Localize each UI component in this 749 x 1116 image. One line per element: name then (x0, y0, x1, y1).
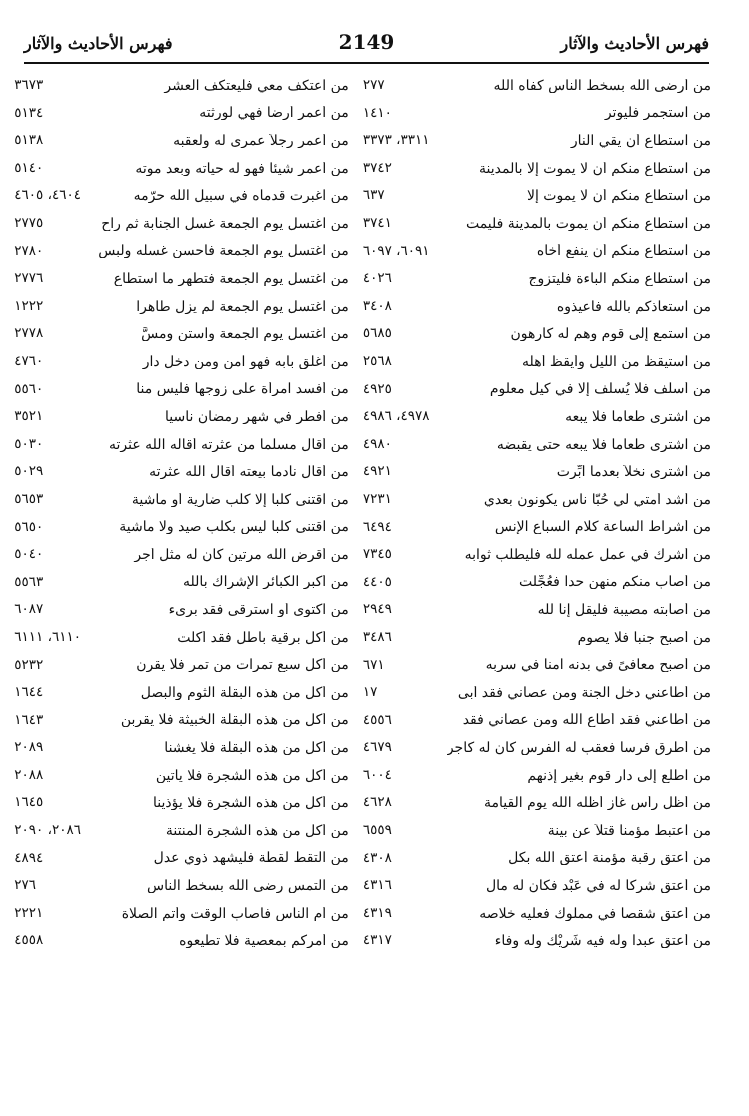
index-entry (14, 569, 349, 597)
hadith-number: ٥١٣٤ (14, 104, 44, 121)
index-entry (14, 651, 349, 679)
hadith-text: من اشترى طعاماً فلا يبعه حتى يقبضه (496, 437, 711, 452)
hadith-number: ١٢٢٢ (14, 297, 44, 314)
index-entry (363, 679, 711, 707)
hadith-text: من أفطر في شهر رمضان ناسياً (165, 409, 349, 424)
index-entry (363, 651, 711, 679)
hadith-text: من أطاعني فقد أطاع الله ومن عصاني فقد (462, 713, 711, 728)
hadith-number: ٤٥٥٨ (14, 932, 44, 949)
hadith-text: من اشترى نخلاً بعدما أُبِّرت (556, 465, 711, 480)
hadith-number: ٣٣١١، ٣٣٧٣ (362, 132, 430, 149)
index-entry (14, 458, 349, 486)
index-entry (14, 514, 349, 542)
hadith-text: من أظل رأس غاز أظله الله يوم القيامة (483, 796, 711, 811)
hadith-number: ٤٤٠٥ (362, 573, 392, 590)
hadith-text: من أصابته مصيبة فليقل إنا لله (537, 603, 711, 618)
hadith-text: من اغتسل يوم الجمعة فأحسن غسله ولبس (98, 244, 349, 259)
index-entry (363, 210, 711, 238)
hadith-number: ٧٢٣١ (362, 490, 392, 507)
index-entry (14, 210, 349, 238)
index-entry (14, 127, 349, 155)
hadith-number: ٧٣٤٥ (362, 546, 392, 563)
hadith-text: من التمس رضى الله بسخط الناس (147, 879, 349, 894)
index-entry (14, 320, 349, 348)
index-entry (363, 238, 711, 266)
index-entry (14, 900, 349, 928)
index-entry (363, 100, 711, 128)
index-entry (14, 376, 349, 404)
index-entry (363, 872, 711, 900)
hadith-number: ٢٧٧٨ (14, 325, 44, 342)
index-entry (14, 100, 349, 128)
hadith-text: من أم الناس فأصاب الوقت وأتم الصلاة (121, 906, 349, 921)
index-entry (363, 569, 711, 597)
index-entry (363, 762, 711, 790)
index-entry (363, 845, 711, 873)
hadith-text: من أشد أمتي لي حُبّاً ناس يكونون بعدي (483, 492, 711, 507)
hadith-number: ٦١١٠، ٦١١١ (14, 628, 81, 645)
index-entry (14, 596, 349, 624)
index-entry (363, 403, 711, 431)
running-title-left: فهرس الأحاديث والآثار (24, 34, 173, 53)
hadith-text: من أقال نادماً بيعته أقال الله عثرته (149, 465, 349, 480)
hadith-text: من اعتكف معي فليعتكف العشر (164, 78, 349, 93)
index-entry (363, 431, 711, 459)
index-entry (363, 127, 711, 155)
hadith-number: ٢٢٢١ (14, 904, 44, 921)
hadith-text: من استطاع منكم أن يموت بالمدينة فليمت (465, 216, 711, 231)
hadith-text: من أشرك في عمل عمله لله فليطلب ثوابه (464, 547, 711, 562)
hadith-text: من أفسد امرأة على زوجها فليس منا (136, 382, 349, 397)
hadith-number: ١٤١٠ (362, 104, 392, 121)
index-entry (363, 900, 711, 928)
hadith-text: من اقتنى كلباً إلا كلب ضارية أو ماشية (131, 492, 349, 507)
hadith-number: ٢٠٨٦، ٢٠٩٠ (14, 822, 81, 839)
hadith-text: من أعتق شقصاً في مملوك فعليه خلاصه (479, 906, 711, 921)
hadith-number: ٤٥٥٦ (362, 711, 392, 728)
index-entry (14, 265, 349, 293)
hadith-number: ٢٧٦ (14, 877, 37, 894)
index-entry (14, 927, 349, 955)
hadith-number: ١٦٤٤ (14, 684, 44, 701)
index-entry (363, 596, 711, 624)
hadith-text: من أعمر شيئاً فهو له حياته وبعد موته (135, 161, 349, 176)
index-entry (363, 458, 711, 486)
hadith-text: من أقرض الله مرتين كان له مثل أجر (134, 547, 349, 562)
hadith-number: ٣٦٧٣ (14, 77, 44, 94)
hadith-number: ٥٦٥٣ (14, 490, 44, 507)
hadith-number: ٤٣١٧ (362, 932, 392, 949)
hadith-number: ٦٠٩١، ٦٠٩٧ (362, 242, 430, 259)
hadith-number: ٤٩٧٨، ٤٩٨٦ (362, 408, 430, 425)
index-entry (363, 514, 711, 542)
index-entry (14, 541, 349, 569)
index-entry (14, 486, 349, 514)
hadith-text: من أعتق رقبة مؤمنة أعتق الله بكل (508, 851, 711, 866)
hadith-text: من استطاع منكم أن لا يموت إلا (526, 189, 711, 204)
hadith-text: من استمع إلى قوم وهم له كارهون (510, 327, 711, 342)
hadith-text: من أكل من هذه البقلة الثوم والبصل (140, 685, 349, 700)
hadith-text: من اقتنى كلباً ليس بكلب صيد ولا ماشية (119, 520, 349, 535)
index-entry (363, 624, 711, 652)
hadith-number: ٥١٣٨ (14, 132, 44, 149)
hadith-number: ٦٧١ (362, 656, 385, 673)
hadith-text: من أعمر أرضاً فهي لورثته (199, 106, 349, 121)
index-entry (363, 320, 711, 348)
hadith-text: من اغتسل يوم الجمعة واستن ومسَّ (141, 327, 349, 342)
hadith-number: ١٧ (362, 684, 378, 701)
hadith-number: ٤٦٢٨ (362, 794, 392, 811)
index-entry (14, 817, 349, 845)
hadith-text: من استجمر فليوتر (604, 106, 711, 121)
page-header (24, 30, 709, 60)
hadith-text: من أرضى الله بسخط الناس كفاه الله (493, 78, 711, 93)
hadith-text: من أكل من هذه الشجرة فلا يأتين (155, 768, 349, 783)
hadith-text: من أكل سبع تمرات من تمر فلا يقرن (136, 658, 349, 673)
hadith-text: من أصبح جنباً فلا يصوم (577, 630, 711, 645)
hadith-number: ٤٩٨٠ (362, 435, 392, 452)
index-column-left (14, 72, 349, 1076)
hadith-number: ٣٤٨٦ (362, 628, 392, 645)
hadith-text: من استيقظ من الليل وأيقظ أهله (522, 354, 711, 369)
index-entry (363, 182, 711, 210)
hadith-text: من أصاب منكم منهن حداً فعُجِّلت (519, 575, 711, 590)
hadith-number: ٥٥٦٠ (14, 380, 44, 397)
index-entry (14, 624, 349, 652)
index-columns (14, 72, 711, 1076)
hadith-number: ٣٧٤١ (362, 215, 392, 232)
hadith-number: ٤٩٢١ (362, 463, 392, 480)
page-number: 2149 (338, 30, 395, 54)
hadith-text: من اعتبط مؤمناً قتلاً عن بينة (547, 823, 711, 838)
hadith-number: ٥٠٢٩ (14, 463, 44, 480)
index-entry (14, 403, 349, 431)
hadith-text: من استطاع منكم أن لا يموت إلا بالمدينة (479, 161, 711, 176)
hadith-number: ٤٣٠٨ (362, 849, 392, 866)
hadith-text: من أسلف فلا يُسلف إلا في كيل معلوم (489, 382, 711, 397)
index-entry (14, 872, 349, 900)
hadith-number: ٦٠٠٤ (362, 766, 392, 783)
hadith-number: ٢٥٦٨ (362, 352, 392, 369)
hadith-text: من أكل برقية باطل فقد أكلت (177, 630, 349, 645)
hadith-number: ٤٧٦٠ (14, 352, 44, 369)
index-entry (14, 679, 349, 707)
hadith-number: ٤٦٠٤، ٤٦٠٥ (14, 187, 81, 204)
hadith-number: ٤٣١٩ (362, 904, 392, 921)
hadith-text: من أصبح معافىً في بدنه آمناً في سربه (485, 658, 711, 673)
hadith-number: ٥٦٥٠ (14, 518, 44, 535)
hadith-text: من اغتسل يوم الجمعة لم يزل طاهراً (136, 299, 349, 314)
hadith-number: ٦٠٨٧ (14, 601, 44, 618)
running-title-right: فهرس الأحاديث والآثار (560, 34, 709, 53)
index-entry (14, 431, 349, 459)
hadith-text: من أكل من هذه البقلة فلا يغشنا (164, 741, 349, 756)
hadith-number: ٢٩٤٩ (362, 601, 392, 618)
hadith-text: من اشترى طعاماً فلا يبعه (565, 409, 711, 424)
header-rule (24, 62, 709, 64)
hadith-text: من أعتق شركاً له في عَبْد فكان له مال (485, 879, 711, 894)
hadith-text: من اكتوى أو استرقى فقد برىء (168, 603, 349, 618)
index-entry (363, 541, 711, 569)
hadith-number: ١٦٤٥ (14, 794, 44, 811)
hadith-number: ١٦٤٣ (14, 711, 44, 728)
hadith-number: ٢٧٧٦ (14, 270, 44, 287)
index-entry (363, 293, 711, 321)
hadith-number: ٣٥٢١ (14, 408, 44, 425)
index-entry (14, 845, 349, 873)
index-entry (363, 72, 711, 100)
index-entry (363, 817, 711, 845)
hadith-number: ٢٧٨٠ (14, 242, 44, 259)
hadith-text: من اغتسل يوم الجمعة فتطهر ما استطاع (113, 271, 349, 286)
hadith-number: ٢٠٨٨ (14, 766, 44, 783)
hadith-number: ٥٥٦٣ (14, 573, 44, 590)
index-entry (14, 734, 349, 762)
hadith-number: ٣٤٠٨ (362, 297, 392, 314)
hadith-text: من أكل من هذه الشجرة المنتنة (165, 823, 349, 838)
hadith-text: من أقال مسلماً من عثرته أقاله الله عثرته (109, 437, 349, 452)
index-column-right (363, 72, 711, 1076)
index-entry (363, 789, 711, 817)
hadith-number: ٤٩٢٥ (362, 380, 392, 397)
hadith-text: من اغتسل يوم الجمعة غسل الجنابة ثم راح (101, 216, 349, 231)
index-entry (14, 182, 349, 210)
index-entry (363, 707, 711, 735)
index-entry (14, 238, 349, 266)
hadith-number: ٥٠٤٠ (14, 546, 44, 563)
hadith-number: ٦٣٧ (362, 187, 385, 204)
hadith-text: من أكبر الكبائر الإشراك بالله (183, 575, 349, 590)
index-entry (14, 707, 349, 735)
hadith-number: ٤٦٧٩ (362, 739, 392, 756)
hadith-text: من استطاع أن يقي النار (570, 133, 711, 148)
hadith-text: من أكل من هذه الشجرة فلا يؤذينا (153, 796, 349, 811)
index-entry (363, 734, 711, 762)
hadith-number: ٢٧٧٥ (14, 215, 44, 232)
hadith-text: من استعاذكم بالله فأعيذوه (556, 299, 711, 314)
hadith-text: من أمركم بمعصية فلا تطيعوه (179, 934, 349, 949)
hadith-text: من أطرق فرساً فعقب له الفرس كان له كأجر (446, 741, 711, 756)
hadith-text: من أغلق بابه فهو آمن ومن دخل دار (142, 354, 349, 369)
hadith-number: ٥١٤٠ (14, 159, 44, 176)
hadith-text: من اطلع إلى دار قوم بغير إذنهم (527, 768, 711, 783)
hadith-number: ٤٣١٦ (362, 877, 392, 894)
index-entry (14, 155, 349, 183)
hadith-number: ٤٠٢٦ (362, 270, 392, 287)
hadith-number: ٢٧٧ (362, 77, 385, 94)
index-entry (363, 376, 711, 404)
index-entry (14, 72, 349, 100)
hadith-text: من استطاع منكم الباءة فليتزوج (528, 271, 711, 286)
hadith-number: ٤٨٩٤ (14, 849, 44, 866)
index-entry (363, 927, 711, 955)
hadith-number: ٥٢٣٢ (14, 656, 44, 673)
hadith-text: من التقط لقطة فليشهد ذوي عدل (153, 851, 349, 866)
index-entry (14, 762, 349, 790)
index-entry (363, 486, 711, 514)
hadith-number: ٥٠٣٠ (14, 435, 44, 452)
hadith-text: من استطاع منكم أن ينفع أخاه (536, 244, 711, 259)
hadith-number: ٦٤٩٤ (362, 518, 392, 535)
index-entry (363, 155, 711, 183)
index-entry (363, 265, 711, 293)
hadith-number: ٦٥٥٩ (362, 822, 392, 839)
hadith-text: من أكل من هذه البقلة الخبيثة فلا يقربن (120, 713, 349, 728)
index-entry (14, 789, 349, 817)
index-entry (363, 348, 711, 376)
hadith-text: من أشراط الساعة كلام السباع الإنس (494, 520, 711, 535)
hadith-number: ٣٧٤٢ (362, 159, 392, 176)
hadith-text: من أطاعني دخل الجنة ومن عصاني فقد أبى (457, 685, 711, 700)
hadith-number: ٥٦٨٥ (362, 325, 392, 342)
hadith-text: من اغبرت قدماه في سبيل الله حرّمه (133, 189, 349, 204)
hadith-number: ٢٠٨٩ (14, 739, 44, 756)
index-entry (14, 293, 349, 321)
index-entry (14, 348, 349, 376)
hadith-text: من أعمر رجلاً عمرى له ولعقبه (173, 133, 349, 148)
hadith-text: من أعتق عبداً وله فيه شَرِيْك وله وفاء (494, 934, 711, 949)
